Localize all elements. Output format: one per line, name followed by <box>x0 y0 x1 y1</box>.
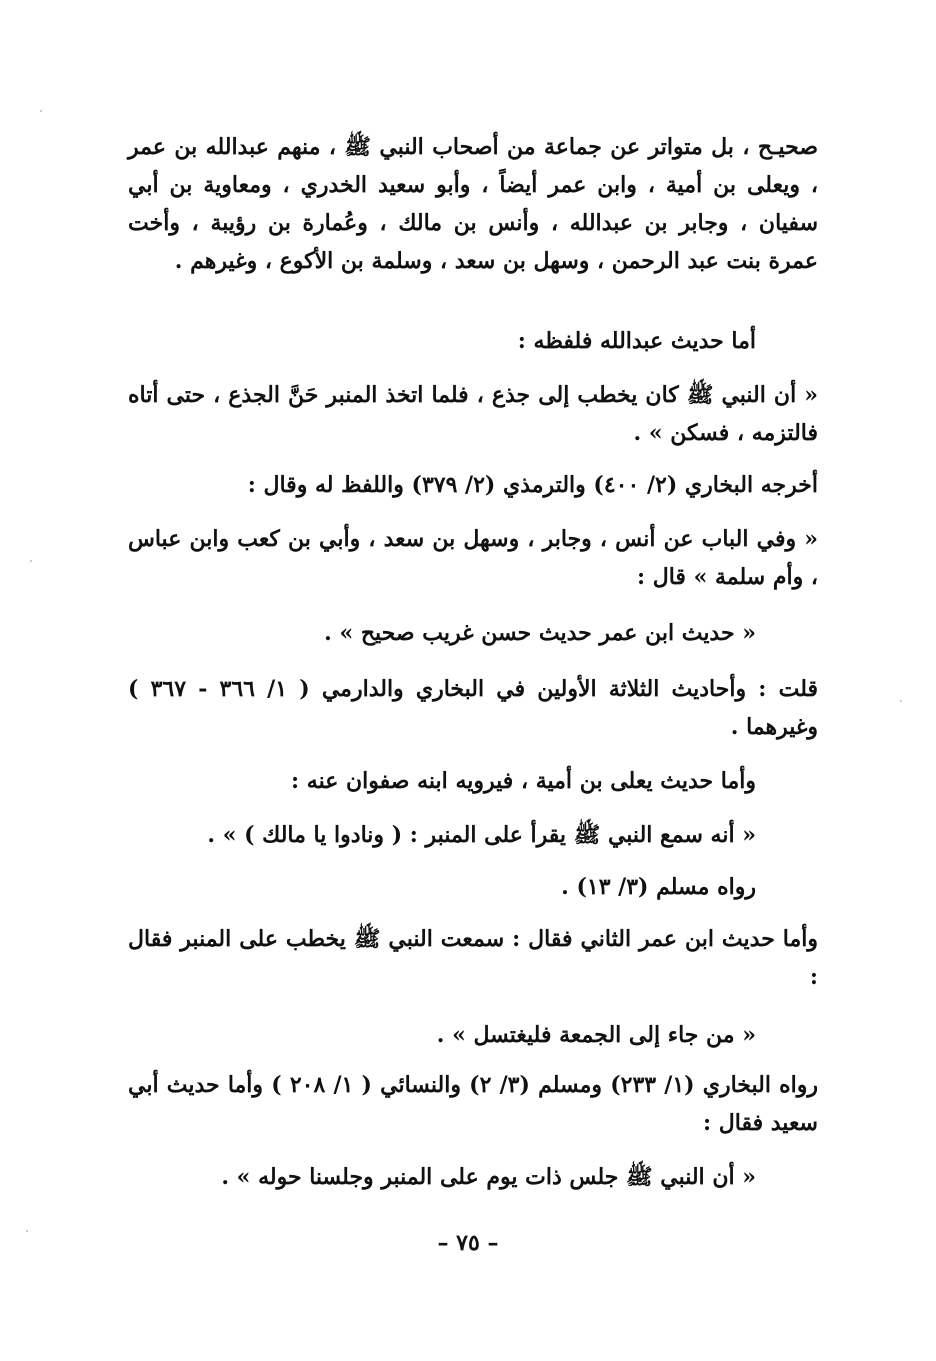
paragraph-abu-said-heading: رواه البخاري (١/ ٢٣٣) ومسلم (٣/ ٢) والنسائي ( ١/ ٢٠٨ ) وأما حديث أبي سعيد فقال : <box>128 1072 819 1136</box>
scan-speck <box>900 700 902 702</box>
paragraph-bukhari-tirmidhi: أخرجه البخاري (٢/ ٤٠٠) والترمذي (٢/ ٣٧٩) واللفظ له وقال : <box>247 472 818 498</box>
paragraph-intro: صحيـح ، بل متواتر عن جماعة من أصحاب النبي ﷺ ، منهم عبدالله بن عمر ، ويعلى بن أمية ، وابن عمر أيضاً ، وأبو سعيد الخدري ، ومعاوية بن أبي سفيان ، وجابر بن عبدالله ، وأنس بن مالك ، وعُمارة بن رؤيبة ، وأخت عمرة بنت عبد الرحمن ، وسهل بن سعد ، وسلمة بن الأكوع ، وغيرهم . <box>128 134 818 274</box>
paragraph-hadith-jidh: « أن النبي ﷺ كان يخطب إلى جذع ، فلما اتخذ المنبر حَنَّ الجذع ، حتى أتاه فالتزمه ، فسكن » . <box>128 382 818 446</box>
scan-speck <box>26 1230 28 1232</box>
page-number: – ٧٥ – <box>437 1230 499 1256</box>
paragraph-ibn-umar-second: وأما حديث ابن عمر الثاني فقال : سمعت النبي ﷺ يخطب على المنبر فقال : <box>128 926 818 990</box>
scan-speck <box>30 560 32 562</box>
scan-speck <box>40 110 42 112</box>
paragraph-yala-heading: وأما حديث يعلى بن أمية ، فيرويه ابنه صفوان عنه : <box>291 768 756 794</box>
paragraph-muslim: رواه مسلم (٣/ ١٣) . <box>561 874 756 900</box>
paragraph-hasan-gharib: « حديث ابن عمر حديث حسن غريب صحيح » . <box>324 620 756 646</box>
paragraph-minbar-sitting: « أن النبي ﷺ جلس ذات يوم على المنبر وجلسنا حوله » . <box>221 1164 756 1190</box>
paragraph-qultu: قلت : وأحاديث الثلاثة الأولين في البخاري والدارمي ( ١/ ٣٦٦ - ٣٦٧ ) وغيرهما . <box>128 676 818 740</box>
paragraph-fil-bab: « وفي الباب عن أنس ، وجابر ، وسهل بن سعد ، وأبي بن كعب وابن عباس ، وأم سلمة » قال : <box>128 526 818 590</box>
paragraph-jumuah: « من جاء إلى الجمعة فليغتسل » . <box>436 1022 756 1048</box>
paragraph-wa-nadaw: « أنه سمع النبي ﷺ يقرأ على المنبر : ( ونادوا يا مالك ) » . <box>207 822 756 848</box>
paragraph-abdullah-heading: أما حديث عبدالله فلفظه : <box>517 328 756 354</box>
